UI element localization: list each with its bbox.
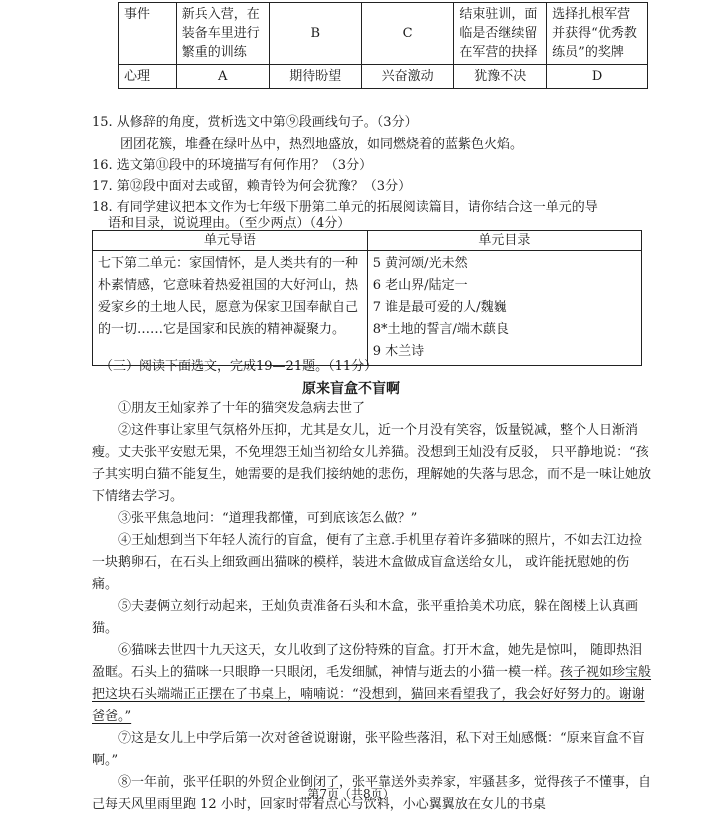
- paragraph-6-text: ⑥猫咪去世四十九天这天，女儿收到了这份特殊的盲盒。打开木盒，她先是惊叫， 随即热泪盈眶。石头上的猫咪一只眼睁一只眼闭，毛发细腻，神情与逝去的小猫一模一样。: [92, 643, 643, 680]
- toc-item: 8*土地的誓言/端木蕻良: [372, 322, 509, 337]
- question-15-quote: 团团花簇，堆叠在绿叶丛中，热烈地盛放，如同燃烧着的蓝紫色火焰。: [120, 137, 524, 152]
- underlined-sentence: 孩子视如珍宝般把这块石头端端正正摆在了书桌上，喃喃说：“没想到，猫回来看望我了，我会好好努力的。谢谢爸爸。”: [92, 665, 652, 724]
- header-unit-toc: 单元目录: [367, 231, 641, 251]
- paragraph-5: ⑤夫妻俩立刻行动起来，王灿负责准备石头和木盒，张平重拾美术功底，躲在阁楼上认真画猫。: [92, 599, 639, 636]
- table-cell: 选择扎根军营并获得“优秀教练员”的奖牌: [547, 3, 648, 65]
- paragraph-8: ⑧一年前，张平任职的外贸企业倒闭了，张平靠送外卖养家，牢骚甚多，觉得孩子不懂事，自己每天风里雨里跑 12 小时，回家时带着点心与饮料，小心翼翼放在女儿的书桌: [92, 775, 652, 812]
- paragraph-4: ④王灿想到当下年轻人流行的盲盒，便有了主意.手机里存着许多猫咪的照片，不如去江边捡一块鹅卵石，在石头上细致画出猫咪的模样，装进木盒做成盲盒送给女儿， 或许能抚慰她的伤痛。: [92, 533, 643, 592]
- unit-intro-text: 七下第二单元：家国情怀，是人类共有的一种朴素情感，它意味着热爱祖国的大好河山，热爱家乡的土地人民，愿意为保家卫国奉献自己的一切……它是国家和民族的精神凝聚力。: [93, 251, 368, 366]
- table-cell: D: [547, 65, 648, 89]
- question-18-line2: 语和目录，说说理由。（至少两点）（4分）: [108, 216, 351, 231]
- section-3-heading: （三）阅读下面选文，完成19—21题。（11分）: [100, 359, 378, 374]
- table-row: [119, 65, 648, 89]
- row-label-event: 事件: [119, 3, 177, 65]
- table-cell: 结束驻训，面临是否继续留在军营的抉择: [454, 3, 547, 65]
- toc-item: 7 谁是最可爱的人/魏巍: [372, 300, 507, 315]
- question-18-line1: 18. 有同学建议把本文作为七年级下册第二单元的拓展阅读篇目，请你结合这一单元的导: [92, 200, 598, 215]
- paragraph-6: [92, 640, 652, 728]
- paragraph-7: ⑦这是女儿上中学后第一次对爸爸说谢谢，张平险些落泪，私下对王灿感慨：“原来盲盒不盲啊。”: [92, 731, 645, 768]
- table-row: [93, 231, 642, 251]
- toc-item: 9 木兰诗: [372, 344, 425, 359]
- table-cell: C: [361, 3, 453, 65]
- table-cell: B: [269, 3, 361, 65]
- paragraph-2: ②这件事让家里气氛格外压抑，尤其是女儿，近一个月没有笑容，饭量锐减，整个人日渐消瘦。丈夫张平安慰无果，不免埋怨王灿当初给女儿养猫。没想到王灿没有反驳， 只平静地说：“孩子其实明白猫不能复生，她需要的是我们接纳她的悲伤，理解她的失落与思念，而不是一味让她放下情绪去学习。: [92, 423, 652, 504]
- toc-item: 5 黄河颂/光未然: [372, 256, 468, 271]
- paragraph-1: ①朋友王灿家养了十年的猫突发急病去世了: [118, 401, 366, 416]
- table-cell: 兴奋激动: [361, 65, 453, 89]
- toc-item: 6 老山界/陆定一: [372, 278, 468, 293]
- unit-intro-table: [92, 230, 642, 366]
- question-17: 17. 第⑫段中面对去或留，赖青铃为何会犹豫？（3分）: [92, 179, 412, 194]
- row-label-psychology: 心理: [119, 65, 177, 89]
- question-16: 16. 选文第⑪段中的环境描写有何作用？（3分）: [92, 158, 373, 173]
- table-cell: A: [176, 65, 269, 89]
- table-row: [93, 251, 642, 366]
- header-unit-intro: 单元导语: [93, 231, 368, 251]
- table-cell: 新兵入营，在装备车里进行繁重的训练: [176, 3, 269, 65]
- table-cell: 期待盼望: [269, 65, 361, 89]
- table-cell: 犹豫不决: [454, 65, 547, 89]
- table-row: [119, 3, 648, 65]
- event-psychology-table: [118, 2, 648, 89]
- page-number: 第7页（共8页）: [307, 787, 395, 801]
- article-title: 原来盲盒不盲啊: [302, 381, 400, 397]
- unit-toc-list: [367, 251, 641, 366]
- paragraph-3: ③张平焦急地问：“道理我都懂，可到底该怎么做？”: [118, 511, 418, 526]
- question-15: 15. 从修辞的角度，赏析选文中第⑨段画线句子。（3分）: [92, 115, 418, 130]
